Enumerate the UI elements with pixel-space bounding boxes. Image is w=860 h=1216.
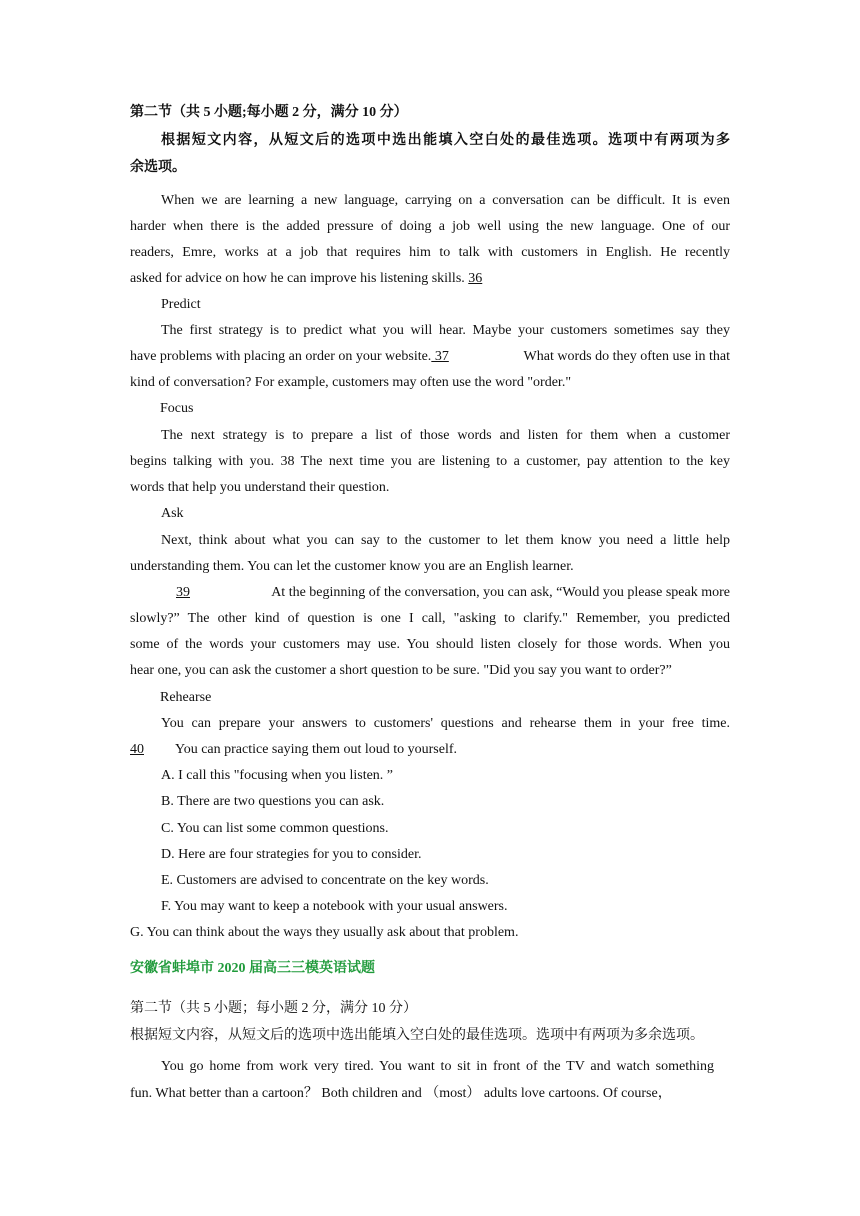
instruction-line-2: 余选项。 <box>130 160 186 175</box>
paragraph-line: You go home from work very tired. You want to sit in front of the TV and watch something <box>161 1059 714 1074</box>
paragraph-line <box>130 737 730 763</box>
option-g: G. You can think about the ways they usually ask about that problem. <box>130 925 519 940</box>
paragraph-line: slowly?” The other kind of question is one I call, "asking to clarify." Remember, you predicted <box>130 611 730 626</box>
paragraph-text: What words do they often use in that <box>523 349 730 364</box>
source-title: 安徽省蚌埠市 2020 届高三三模英语试题 <box>130 961 375 976</box>
subheading-focus: Focus <box>160 401 194 416</box>
option-a: A. I call this "focusing when you listen. ” <box>161 768 394 783</box>
option-f: F. You may want to keep a notebook with your usual answers. <box>161 899 508 914</box>
section-heading: 第二节（共 5 小题；每小题 2 分，满分 10 分） <box>130 1001 417 1016</box>
paragraph-line: harder when there is the added pressure of doing a job well using the new language. One of our <box>130 219 730 234</box>
paragraph-line <box>176 580 730 606</box>
blank-40: 40 <box>130 742 144 757</box>
instruction-line: 根据短文内容，从短文后的选项中选出能填入空白处的最佳选项。选项中有两项为多余选项。 <box>130 1028 704 1043</box>
section-heading: 第二节（共 5 小题;每小题 2 分，满分 10 分） <box>130 105 408 120</box>
blank-39: 39 <box>176 585 190 600</box>
paragraph-line <box>130 266 730 292</box>
paragraph-line: When we are learning a new language, carrying on a conversation can be difficult. It is even <box>161 193 730 208</box>
paragraph-line: understanding them. You can let the customer know you are an English learner. <box>130 559 574 574</box>
paragraph-line: You can prepare your answers to customers' questions and rehearse them in your free time. <box>161 716 730 731</box>
paragraph-line: hear one, you can ask the customer a short question to be sure. "Did you say you want to order?” <box>130 663 672 678</box>
paragraph-text: asked for advice on how he can improve his listening skills. <box>130 271 469 286</box>
option-d: D. Here are four strategies for you to consider. <box>161 847 422 862</box>
subheading-rehearse: Rehearse <box>160 690 212 705</box>
paragraph-line: words that help you understand their question. <box>130 480 390 495</box>
paragraph-line: begins talking with you. 38 The next time you are listening to a customer, pay attention to the key <box>130 454 730 469</box>
paragraph-text: At the beginning of the conversation, you can ask, “Would you please speak more <box>271 585 730 600</box>
option-e: E. Customers are advised to concentrate on the key words. <box>161 873 489 888</box>
paragraph-line: The first strategy is to predict what you will hear. Maybe your customers sometimes say they <box>161 323 730 338</box>
subheading-ask: Ask <box>161 506 184 521</box>
paragraph-line: Next, think about what you can say to the customer to let them know you need a little help <box>161 533 730 548</box>
blank-37: 37 <box>431 349 449 364</box>
paragraph-line: The next strategy is to prepare a list of those words and listen for them when a customer <box>161 428 730 443</box>
paragraph-line: fun. What better than a cartoon？ Both children and （most） adults love cartoons. Of course， <box>130 1086 672 1101</box>
paragraph-line: kind of conversation? For example, customers may often use the word "order." <box>130 375 572 390</box>
blank-36: 36 <box>468 271 483 286</box>
subheading-predict: Predict <box>161 297 201 312</box>
paragraph-line <box>130 344 730 370</box>
paragraph-text: have problems with placing an order on your website. 37 <box>130 349 449 364</box>
paragraph-text: You can practice saying them out loud to yourself. <box>175 742 458 757</box>
paragraph-line: some of the words your customers may use. You should listen closely for those words. When you <box>130 637 730 652</box>
instruction-line-1: 根据短文内容，从短文后的选项中选出能填入空白处的最佳选项。选项中有两项为多 <box>161 133 730 148</box>
option-c: C. You can list some common questions. <box>161 821 389 836</box>
option-b: B. There are two questions you can ask. <box>161 794 385 809</box>
paragraph-line: readers, Emre, works at a job that requires him to talk with customers in English. He recently <box>130 245 730 260</box>
